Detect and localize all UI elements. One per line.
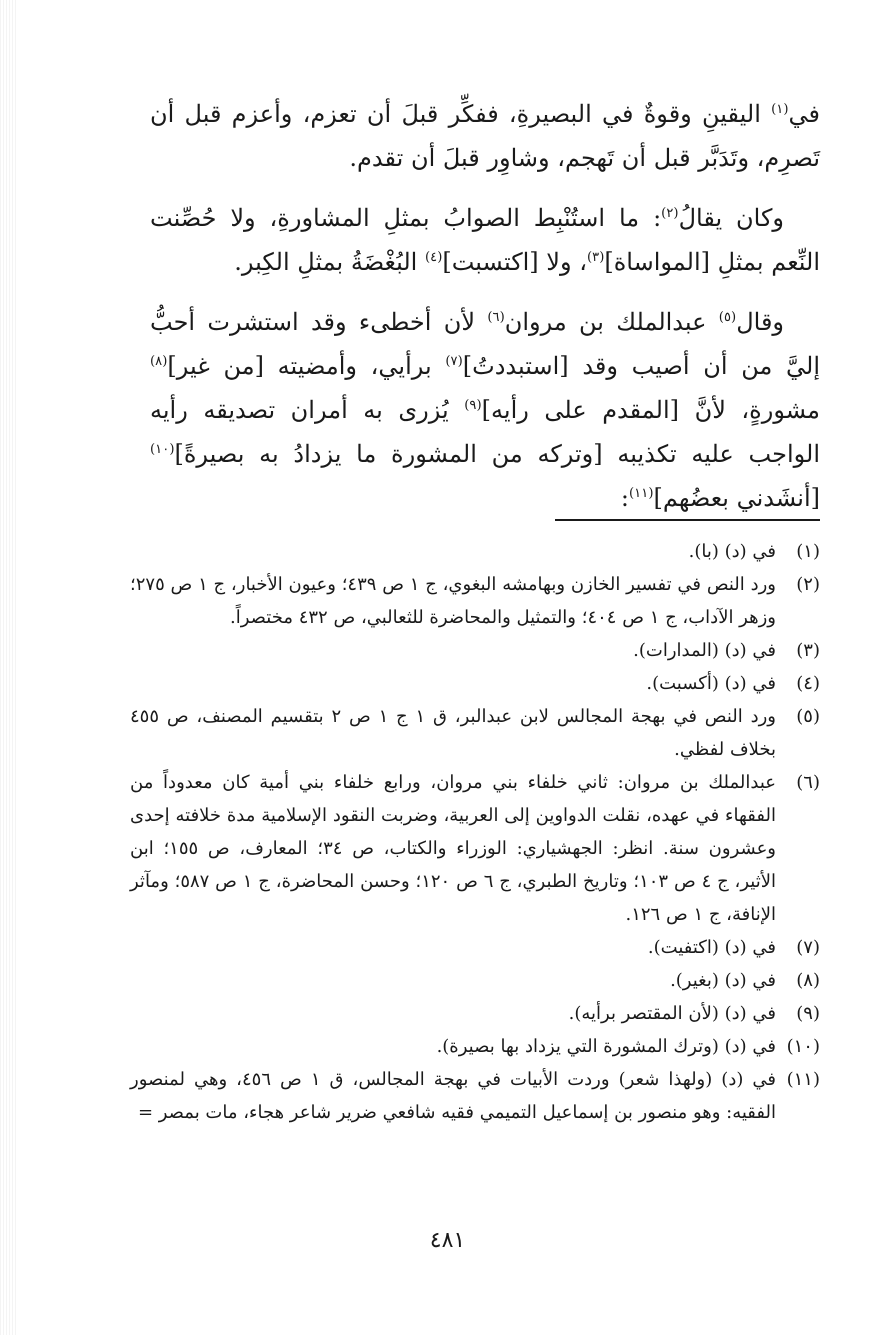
- footnote-number: (٨): [796, 970, 820, 991]
- text-run: عبدالملك بن مروان: [504, 308, 719, 336]
- footnote-ref: (٥): [718, 309, 737, 325]
- text-run: يُزرى به أمران تصديقه رأيه الواجب عليه تكذيبه [وتركه من المشورة ما يزدادُ به بصيرةً]: [150, 396, 820, 468]
- footnote: [130, 568, 820, 634]
- paragraph: [150, 300, 820, 520]
- footnote-text: ورد النص في بهجة المجالس لابن عبدالبر، ق ١ ج ١ ص ٢ بتقسيم المصنف، ص ٤٥٥ بخلاف لفظي.: [130, 706, 776, 760]
- text-run: اليقينِ وقوةٌ في البصيرةِ، ففكِّر قبلَ أن تعزم، وأعزم قبل أن تَصرِم، وتَدَبَّر قبل أن تَهجم، وشاوِر قبلَ أن تقدم.: [150, 100, 820, 172]
- page-number: ٤٨١: [429, 1228, 466, 1253]
- footnote: [130, 1063, 820, 1129]
- text-run: البُغْضَةُ بمثلِ الكِبر.: [234, 248, 425, 276]
- text-run: لأن أخطىء وقد استشرت أحبُّ إليَّ من أن أصيب وقد [استبددتُ]: [150, 308, 820, 380]
- footnote-number: (٤): [796, 673, 820, 694]
- footnote-ref: (٤): [424, 249, 443, 265]
- footnote-text: في (د) (بغير).: [670, 970, 776, 991]
- footnote-text: في (د) (ولهذا شعر) وردت الأبيات في بهجة المجالس، ق ١ ص ٤٥٦، وهي لمنصور الفقيه: وهو منصور بن إسماعيل التميمي فقيه شافعي ضرير شاعر هجاء، مات بمصر =: [130, 1069, 776, 1123]
- footnote: [130, 667, 820, 700]
- footnote-number: (٣): [796, 640, 820, 661]
- footnote-ref: (٣): [586, 249, 605, 265]
- text-run: مشورةٍ، لأنَّ [المقدم على رأيه]: [481, 396, 820, 424]
- footnote: [130, 535, 820, 568]
- footnote: [130, 700, 820, 766]
- paragraph: [150, 196, 820, 284]
- footnote: [130, 997, 820, 1030]
- footnote-number: (٢): [796, 574, 820, 595]
- footnote-ref: (٩): [464, 397, 482, 413]
- text-run: :: [620, 484, 630, 512]
- footnote-number: (٦): [796, 772, 820, 793]
- footnotes: [130, 535, 820, 1129]
- text-run: ، ولا [اكتسبت]: [442, 248, 587, 276]
- footnote: [130, 766, 820, 931]
- text-run: في: [788, 100, 820, 128]
- footnote-ref: (١٠): [150, 441, 175, 457]
- footnote: [130, 1030, 820, 1063]
- footnote-number: (٧): [796, 937, 820, 958]
- text-run: برأيي، وأمضيته [من غير]: [167, 352, 446, 380]
- footnote-ref: (٦): [487, 309, 505, 325]
- text-run: وكان يقالُ: [678, 204, 784, 232]
- footnote-ref: (١١): [629, 485, 654, 501]
- footnote-text: في (د) (با).: [688, 541, 776, 562]
- footnote-text: في (د) (اكتفيت).: [647, 937, 776, 958]
- paragraph: [150, 92, 820, 180]
- footnote: [130, 964, 820, 997]
- text-run: [أنشَدني بعضُهم]: [653, 484, 820, 512]
- text-run: : ما استُنْبِط الصوابُ بمثلِ المشاورةِ، ولا حُصِّنت النِّعم بمثلِ [المواساة]: [150, 204, 820, 276]
- footnote-number: (١): [796, 541, 820, 562]
- footnote-text: ورد النص في تفسير الخازن وبهامشه البغوي، ج ١ ص ٤٣٩؛ وعيون الأخبار، ج ١ ص ٢٧٥؛ وزهر الآداب، ج ١ ص ٤٠٤؛ والتمثيل والمحاضرة للثعالبي، ص ٤٣٢ مختصراً.: [130, 574, 776, 628]
- text-run: وقال: [736, 308, 784, 336]
- footnote-ref: (١): [771, 101, 789, 117]
- footnote-text: في (د) (وترك المشورة التي يزداد بها بصيرة).: [436, 1036, 776, 1057]
- footnote-number: (١١): [786, 1069, 820, 1090]
- footnote-text: في (د) (أكسبت).: [646, 673, 776, 694]
- footnote-text: عبدالملك بن مروان: ثاني خلفاء بني مروان، ورابع خلفاء بني أمية كان معدوداً من الفقهاء في عهده، نقلت الدواوين إلى العربية، وضربت النقود الإسلامية مدة خلافته إحدى وعشرون سنة. انظر: الجهشياري: الوزراء والكتاب، ص ٣٤؛ المعارف، ص ١٥٥؛ ابن الأثير، ج ٤ ص ١٠٣؛ وتاريخ الطبري، ج ٦ ص ١٢٠؛ وحسن المحاضرة، ج ١ ص ٥٨٧؛ ومآثر الإنافة، ج ١ ص ١٢٦.: [130, 772, 777, 925]
- scan-edge: [0, 0, 18, 1335]
- footnote-number: (١٠): [786, 1036, 820, 1057]
- footnote-ref: (٨): [150, 353, 168, 369]
- footnote: [130, 634, 820, 667]
- footnote-number: (٥): [796, 706, 820, 727]
- footnote-text: في (د) (المدارات).: [633, 640, 776, 661]
- main-text: [150, 92, 820, 536]
- footnote: [130, 931, 820, 964]
- footnote-ref: (٧): [445, 353, 463, 369]
- footnote-number: (٩): [796, 1003, 820, 1024]
- footnote-separator: [555, 519, 820, 521]
- footnote-text: في (د) (لأن المقتصر برأيه).: [568, 1003, 776, 1024]
- footnote-ref: (٢): [661, 205, 679, 221]
